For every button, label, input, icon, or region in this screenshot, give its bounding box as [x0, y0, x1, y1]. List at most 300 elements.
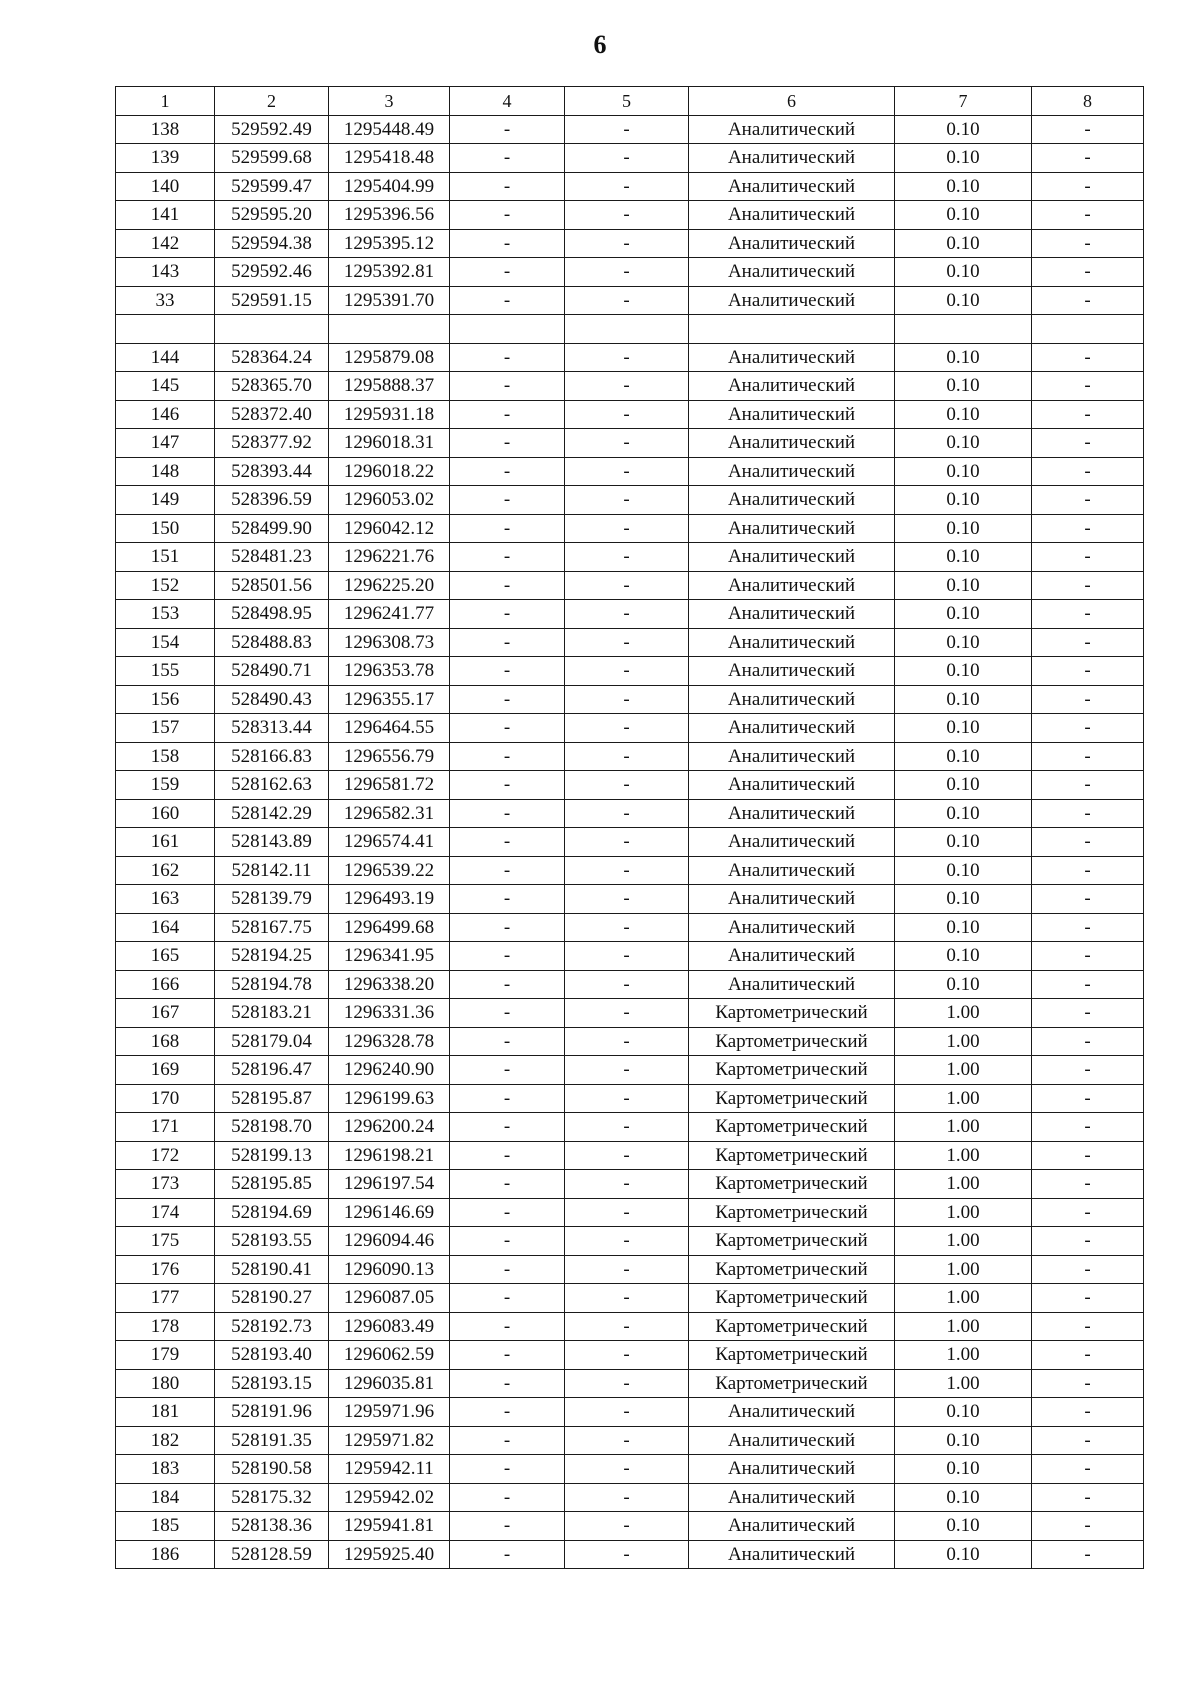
x-coordinate-cell: 528481.23: [215, 543, 329, 572]
method-cell: Аналитический: [689, 1540, 895, 1569]
method-cell: Аналитический: [689, 628, 895, 657]
x-coordinate-cell: 528162.63: [215, 771, 329, 800]
column-header: 6: [689, 87, 895, 116]
x-coordinate-cell: 528192.73: [215, 1312, 329, 1341]
column-5-cell: -: [565, 1027, 689, 1056]
column-4-cell: -: [450, 999, 565, 1028]
accuracy-cell: 0.10: [895, 457, 1032, 486]
accuracy-cell: 1.00: [895, 1227, 1032, 1256]
column-8-cell: -: [1032, 486, 1144, 515]
column-5-cell: -: [565, 1540, 689, 1569]
table-row: [116, 913, 1144, 942]
x-coordinate-cell: 528195.87: [215, 1084, 329, 1113]
column-8-cell: -: [1032, 1512, 1144, 1541]
column-8-cell: -: [1032, 942, 1144, 971]
method-cell: Аналитический: [689, 856, 895, 885]
method-cell: Аналитический: [689, 343, 895, 372]
column-5-cell: -: [565, 1512, 689, 1541]
column-5-cell: -: [565, 885, 689, 914]
column-8-cell: -: [1032, 1084, 1144, 1113]
column-8-cell: -: [1032, 1341, 1144, 1370]
x-coordinate-cell: 528196.47: [215, 1056, 329, 1085]
method-cell: Аналитический: [689, 913, 895, 942]
column-header: 4: [450, 87, 565, 116]
point-number-cell: 156: [116, 685, 215, 714]
column-5-cell: -: [565, 600, 689, 629]
table-row: [116, 400, 1144, 429]
y-coordinate-cell: 1296018.22: [329, 457, 450, 486]
point-number-cell: 147: [116, 429, 215, 458]
y-coordinate-cell: 1295396.56: [329, 201, 450, 230]
x-coordinate-cell: 528393.44: [215, 457, 329, 486]
accuracy-cell: 0.10: [895, 429, 1032, 458]
table-row: [116, 343, 1144, 372]
column-4-cell: -: [450, 1198, 565, 1227]
method-cell: Аналитический: [689, 543, 895, 572]
method-cell: Аналитический: [689, 771, 895, 800]
table-row: [116, 885, 1144, 914]
column-4-cell: -: [450, 1027, 565, 1056]
y-coordinate-cell: 1296090.13: [329, 1255, 450, 1284]
column-5-cell: -: [565, 343, 689, 372]
column-8-cell: -: [1032, 1198, 1144, 1227]
accuracy-cell: 1.00: [895, 1084, 1032, 1113]
column-8-cell: -: [1032, 1483, 1144, 1512]
column-header: 7: [895, 87, 1032, 116]
column-5-cell: -: [565, 1198, 689, 1227]
accuracy-cell: 1.00: [895, 1056, 1032, 1085]
accuracy-cell: 0.10: [895, 514, 1032, 543]
y-coordinate-cell: 1296331.36: [329, 999, 450, 1028]
point-number-cell: 150: [116, 514, 215, 543]
accuracy-cell: 0.10: [895, 1512, 1032, 1541]
point-number-cell: 180: [116, 1369, 215, 1398]
point-number-cell: 141: [116, 201, 215, 230]
column-4-cell: -: [450, 1512, 565, 1541]
column-4-cell: -: [450, 1455, 565, 1484]
y-coordinate-cell: 1295971.82: [329, 1426, 450, 1455]
table-row: [116, 429, 1144, 458]
method-cell: Картометрический: [689, 1227, 895, 1256]
point-number-cell: 155: [116, 657, 215, 686]
column-4-cell: -: [450, 115, 565, 144]
column-8-cell: -: [1032, 1369, 1144, 1398]
column-8-cell: -: [1032, 714, 1144, 743]
column-5-cell: -: [565, 999, 689, 1028]
point-number-cell: 146: [116, 400, 215, 429]
point-number-cell: 148: [116, 457, 215, 486]
column-header: 3: [329, 87, 450, 116]
column-4-cell: -: [450, 799, 565, 828]
column-5-cell: -: [565, 1255, 689, 1284]
column-8-cell: -: [1032, 885, 1144, 914]
column-4-cell: -: [450, 258, 565, 287]
method-cell: Аналитический: [689, 172, 895, 201]
method-cell: Аналитический: [689, 258, 895, 287]
point-number-cell: 157: [116, 714, 215, 743]
x-coordinate-cell: 529591.15: [215, 286, 329, 315]
column-5-cell: -: [565, 571, 689, 600]
accuracy-cell: 0.10: [895, 828, 1032, 857]
table-row: [116, 514, 1144, 543]
column-4-cell: -: [450, 543, 565, 572]
y-coordinate-cell: 1296197.54: [329, 1170, 450, 1199]
column-8-cell: -: [1032, 571, 1144, 600]
accuracy-cell: 1.00: [895, 1141, 1032, 1170]
column-4-cell: -: [450, 286, 565, 315]
table-row: [116, 201, 1144, 230]
accuracy-cell: 1.00: [895, 1284, 1032, 1313]
x-coordinate-cell: 528396.59: [215, 486, 329, 515]
accuracy-cell: 1.00: [895, 1255, 1032, 1284]
y-coordinate-cell: [329, 315, 450, 344]
column-8-cell: -: [1032, 1312, 1144, 1341]
table-row: [116, 1284, 1144, 1313]
accuracy-cell: 1.00: [895, 1027, 1032, 1056]
column-5-cell: -: [565, 799, 689, 828]
column-8-cell: -: [1032, 1426, 1144, 1455]
method-cell: Аналитический: [689, 1426, 895, 1455]
column-header: 2: [215, 87, 329, 116]
column-4-cell: -: [450, 1483, 565, 1512]
column-4-cell: -: [450, 913, 565, 942]
column-5-cell: -: [565, 628, 689, 657]
accuracy-cell: 0.10: [895, 628, 1032, 657]
table-row: [116, 258, 1144, 287]
column-4-cell: -: [450, 1113, 565, 1142]
x-coordinate-cell: 528488.83: [215, 628, 329, 657]
x-coordinate-cell: 528365.70: [215, 372, 329, 401]
table-row: [116, 315, 1144, 344]
method-cell: Аналитический: [689, 201, 895, 230]
column-8-cell: [1032, 315, 1144, 344]
column-8-cell: -: [1032, 543, 1144, 572]
y-coordinate-cell: 1295418.48: [329, 144, 450, 173]
column-4-cell: -: [450, 429, 565, 458]
method-cell: [689, 315, 895, 344]
column-4-cell: -: [450, 1369, 565, 1398]
x-coordinate-cell: 528377.92: [215, 429, 329, 458]
column-5-cell: -: [565, 486, 689, 515]
column-5-cell: -: [565, 201, 689, 230]
column-8-cell: -: [1032, 771, 1144, 800]
x-coordinate-cell: 528490.43: [215, 685, 329, 714]
y-coordinate-cell: 1296574.41: [329, 828, 450, 857]
column-4-cell: -: [450, 457, 565, 486]
point-number-cell: 149: [116, 486, 215, 515]
accuracy-cell: 0.10: [895, 400, 1032, 429]
column-5-cell: -: [565, 172, 689, 201]
method-cell: Аналитический: [689, 600, 895, 629]
column-4-cell: -: [450, 229, 565, 258]
accuracy-cell: 1.00: [895, 1312, 1032, 1341]
method-cell: Аналитический: [689, 685, 895, 714]
method-cell: Аналитический: [689, 742, 895, 771]
column-5-cell: -: [565, 657, 689, 686]
method-cell: Аналитический: [689, 571, 895, 600]
column-8-cell: -: [1032, 258, 1144, 287]
column-8-cell: -: [1032, 1540, 1144, 1569]
accuracy-cell: 1.00: [895, 1170, 1032, 1199]
accuracy-cell: 0.10: [895, 144, 1032, 173]
accuracy-cell: 0.10: [895, 657, 1032, 686]
column-5-cell: -: [565, 1398, 689, 1427]
x-coordinate-cell: 528198.70: [215, 1113, 329, 1142]
y-coordinate-cell: 1296493.19: [329, 885, 450, 914]
column-4-cell: -: [450, 1312, 565, 1341]
y-coordinate-cell: 1296146.69: [329, 1198, 450, 1227]
accuracy-cell: 1.00: [895, 1369, 1032, 1398]
point-number-cell: 174: [116, 1198, 215, 1227]
y-coordinate-cell: 1296241.77: [329, 600, 450, 629]
accuracy-cell: 0.10: [895, 885, 1032, 914]
table-body: [116, 87, 1144, 1569]
column-4-cell: -: [450, 1170, 565, 1199]
x-coordinate-cell: 528128.59: [215, 1540, 329, 1569]
accuracy-cell: 0.10: [895, 913, 1032, 942]
y-coordinate-cell: 1296062.59: [329, 1341, 450, 1370]
x-coordinate-cell: 528313.44: [215, 714, 329, 743]
column-4-cell: -: [450, 571, 565, 600]
x-coordinate-cell: [215, 315, 329, 344]
method-cell: Картометрический: [689, 1255, 895, 1284]
accuracy-cell: 0.10: [895, 714, 1032, 743]
method-cell: Картометрический: [689, 1170, 895, 1199]
accuracy-cell: 0.10: [895, 1540, 1032, 1569]
column-4-cell: -: [450, 1284, 565, 1313]
column-header: 1: [116, 87, 215, 116]
y-coordinate-cell: 1295941.81: [329, 1512, 450, 1541]
page-number: 6: [593, 30, 607, 59]
accuracy-cell: 0.10: [895, 600, 1032, 629]
y-coordinate-cell: 1296035.81: [329, 1369, 450, 1398]
table-row: [116, 144, 1144, 173]
column-8-cell: -: [1032, 343, 1144, 372]
column-8-cell: -: [1032, 172, 1144, 201]
column-5-cell: -: [565, 742, 689, 771]
method-cell: Аналитический: [689, 1455, 895, 1484]
column-5-cell: -: [565, 828, 689, 857]
column-8-cell: -: [1032, 1284, 1144, 1313]
y-coordinate-cell: 1296083.49: [329, 1312, 450, 1341]
table-row: [116, 799, 1144, 828]
table-row: [116, 1056, 1144, 1085]
y-coordinate-cell: 1296355.17: [329, 685, 450, 714]
column-5-cell: -: [565, 1227, 689, 1256]
point-number-cell: 138: [116, 115, 215, 144]
column-4-cell: -: [450, 1227, 565, 1256]
point-number-cell: 163: [116, 885, 215, 914]
column-8-cell: -: [1032, 856, 1144, 885]
accuracy-cell: 0.10: [895, 543, 1032, 572]
accuracy-cell: 1.00: [895, 1198, 1032, 1227]
method-cell: Картометрический: [689, 999, 895, 1028]
accuracy-cell: 0.10: [895, 372, 1032, 401]
x-coordinate-cell: 528191.35: [215, 1426, 329, 1455]
column-4-cell: -: [450, 856, 565, 885]
column-4-cell: -: [450, 372, 565, 401]
point-number-cell: 143: [116, 258, 215, 287]
column-8-cell: -: [1032, 799, 1144, 828]
column-8-cell: -: [1032, 1113, 1144, 1142]
table-row: [116, 714, 1144, 743]
table-row: [116, 970, 1144, 999]
x-coordinate-cell: 529599.68: [215, 144, 329, 173]
table-row: [116, 1198, 1144, 1227]
accuracy-cell: [895, 315, 1032, 344]
point-number-cell: 181: [116, 1398, 215, 1427]
method-cell: Картометрический: [689, 1141, 895, 1170]
column-8-cell: -: [1032, 1056, 1144, 1085]
column-5-cell: -: [565, 913, 689, 942]
accuracy-cell: 0.10: [895, 1398, 1032, 1427]
table-row: [116, 685, 1144, 714]
column-5-cell: [565, 315, 689, 344]
x-coordinate-cell: 528199.13: [215, 1141, 329, 1170]
column-8-cell: -: [1032, 828, 1144, 857]
accuracy-cell: 0.10: [895, 229, 1032, 258]
x-coordinate-cell: 528501.56: [215, 571, 329, 600]
column-5-cell: -: [565, 457, 689, 486]
y-coordinate-cell: 1296240.90: [329, 1056, 450, 1085]
table-row: [116, 828, 1144, 857]
column-5-cell: -: [565, 1341, 689, 1370]
table-row: [116, 1455, 1144, 1484]
accuracy-cell: 0.10: [895, 742, 1032, 771]
method-cell: Картометрический: [689, 1369, 895, 1398]
point-number-cell: 154: [116, 628, 215, 657]
method-cell: Аналитический: [689, 372, 895, 401]
x-coordinate-cell: 528372.40: [215, 400, 329, 429]
column-8-cell: -: [1032, 913, 1144, 942]
column-5-cell: -: [565, 1426, 689, 1455]
column-8-cell: -: [1032, 201, 1144, 230]
column-8-cell: -: [1032, 400, 1144, 429]
y-coordinate-cell: 1295879.08: [329, 343, 450, 372]
column-8-cell: -: [1032, 1170, 1144, 1199]
column-8-cell: -: [1032, 600, 1144, 629]
column-5-cell: -: [565, 400, 689, 429]
column-5-cell: -: [565, 1056, 689, 1085]
table-row: [116, 1255, 1144, 1284]
y-coordinate-cell: 1296018.31: [329, 429, 450, 458]
column-8-cell: -: [1032, 1227, 1144, 1256]
y-coordinate-cell: 1295392.81: [329, 258, 450, 287]
x-coordinate-cell: 528190.27: [215, 1284, 329, 1313]
point-number-cell: 159: [116, 771, 215, 800]
point-number-cell: 160: [116, 799, 215, 828]
point-number-cell: 176: [116, 1255, 215, 1284]
table-row: [116, 1512, 1144, 1541]
x-coordinate-cell: 528167.75: [215, 913, 329, 942]
x-coordinate-cell: 528193.55: [215, 1227, 329, 1256]
column-8-cell: -: [1032, 1398, 1144, 1427]
column-8-cell: -: [1032, 1141, 1144, 1170]
accuracy-cell: 0.10: [895, 1455, 1032, 1484]
x-coordinate-cell: 528139.79: [215, 885, 329, 914]
column-4-cell: -: [450, 514, 565, 543]
column-4-cell: -: [450, 628, 565, 657]
column-5-cell: -: [565, 1084, 689, 1113]
x-coordinate-cell: 528142.11: [215, 856, 329, 885]
column-5-cell: -: [565, 1170, 689, 1199]
column-4-cell: -: [450, 742, 565, 771]
point-number-cell: 162: [116, 856, 215, 885]
y-coordinate-cell: 1295942.11: [329, 1455, 450, 1484]
column-8-cell: -: [1032, 457, 1144, 486]
table-row: [116, 628, 1144, 657]
accuracy-cell: 0.10: [895, 970, 1032, 999]
accuracy-cell: 0.10: [895, 258, 1032, 287]
table-row: [116, 1170, 1144, 1199]
method-cell: Аналитический: [689, 286, 895, 315]
method-cell: Аналитический: [689, 885, 895, 914]
x-coordinate-cell: 528194.78: [215, 970, 329, 999]
table-row: [116, 486, 1144, 515]
method-cell: Картометрический: [689, 1341, 895, 1370]
accuracy-cell: 0.10: [895, 172, 1032, 201]
y-coordinate-cell: 1296499.68: [329, 913, 450, 942]
point-number-cell: 169: [116, 1056, 215, 1085]
column-4-cell: -: [450, 1341, 565, 1370]
method-cell: Аналитический: [689, 1512, 895, 1541]
column-8-cell: -: [1032, 115, 1144, 144]
column-5-cell: -: [565, 1113, 689, 1142]
point-number-cell: [116, 315, 215, 344]
x-coordinate-cell: 528175.32: [215, 1483, 329, 1512]
y-coordinate-cell: 1295888.37: [329, 372, 450, 401]
column-8-cell: -: [1032, 742, 1144, 771]
column-8-cell: -: [1032, 1455, 1144, 1484]
table-row: [116, 1426, 1144, 1455]
column-header: 8: [1032, 87, 1144, 116]
y-coordinate-cell: 1295925.40: [329, 1540, 450, 1569]
table-row: [116, 372, 1144, 401]
column-4-cell: -: [450, 600, 565, 629]
point-number-cell: 170: [116, 1084, 215, 1113]
table-row: [116, 1312, 1144, 1341]
method-cell: Аналитический: [689, 828, 895, 857]
column-8-cell: -: [1032, 229, 1144, 258]
point-number-cell: 153: [116, 600, 215, 629]
column-5-cell: -: [565, 1141, 689, 1170]
accuracy-cell: 0.10: [895, 115, 1032, 144]
accuracy-cell: 0.10: [895, 1483, 1032, 1512]
point-number-cell: 145: [116, 372, 215, 401]
point-number-cell: 33: [116, 286, 215, 315]
point-number-cell: 144: [116, 343, 215, 372]
point-number-cell: 171: [116, 1113, 215, 1142]
y-coordinate-cell: 1296225.20: [329, 571, 450, 600]
method-cell: Аналитический: [689, 1483, 895, 1512]
column-4-cell: -: [450, 400, 565, 429]
x-coordinate-cell: 529594.38: [215, 229, 329, 258]
method-cell: Аналитический: [689, 714, 895, 743]
table-row: [116, 543, 1144, 572]
point-number-cell: 142: [116, 229, 215, 258]
y-coordinate-cell: 1296221.76: [329, 543, 450, 572]
y-coordinate-cell: 1295391.70: [329, 286, 450, 315]
column-5-cell: -: [565, 714, 689, 743]
y-coordinate-cell: 1296539.22: [329, 856, 450, 885]
y-coordinate-cell: 1296198.21: [329, 1141, 450, 1170]
x-coordinate-cell: 528193.40: [215, 1341, 329, 1370]
y-coordinate-cell: 1295971.96: [329, 1398, 450, 1427]
accuracy-cell: 0.10: [895, 286, 1032, 315]
column-5-cell: -: [565, 1312, 689, 1341]
accuracy-cell: 0.10: [895, 571, 1032, 600]
column-5-cell: -: [565, 1284, 689, 1313]
